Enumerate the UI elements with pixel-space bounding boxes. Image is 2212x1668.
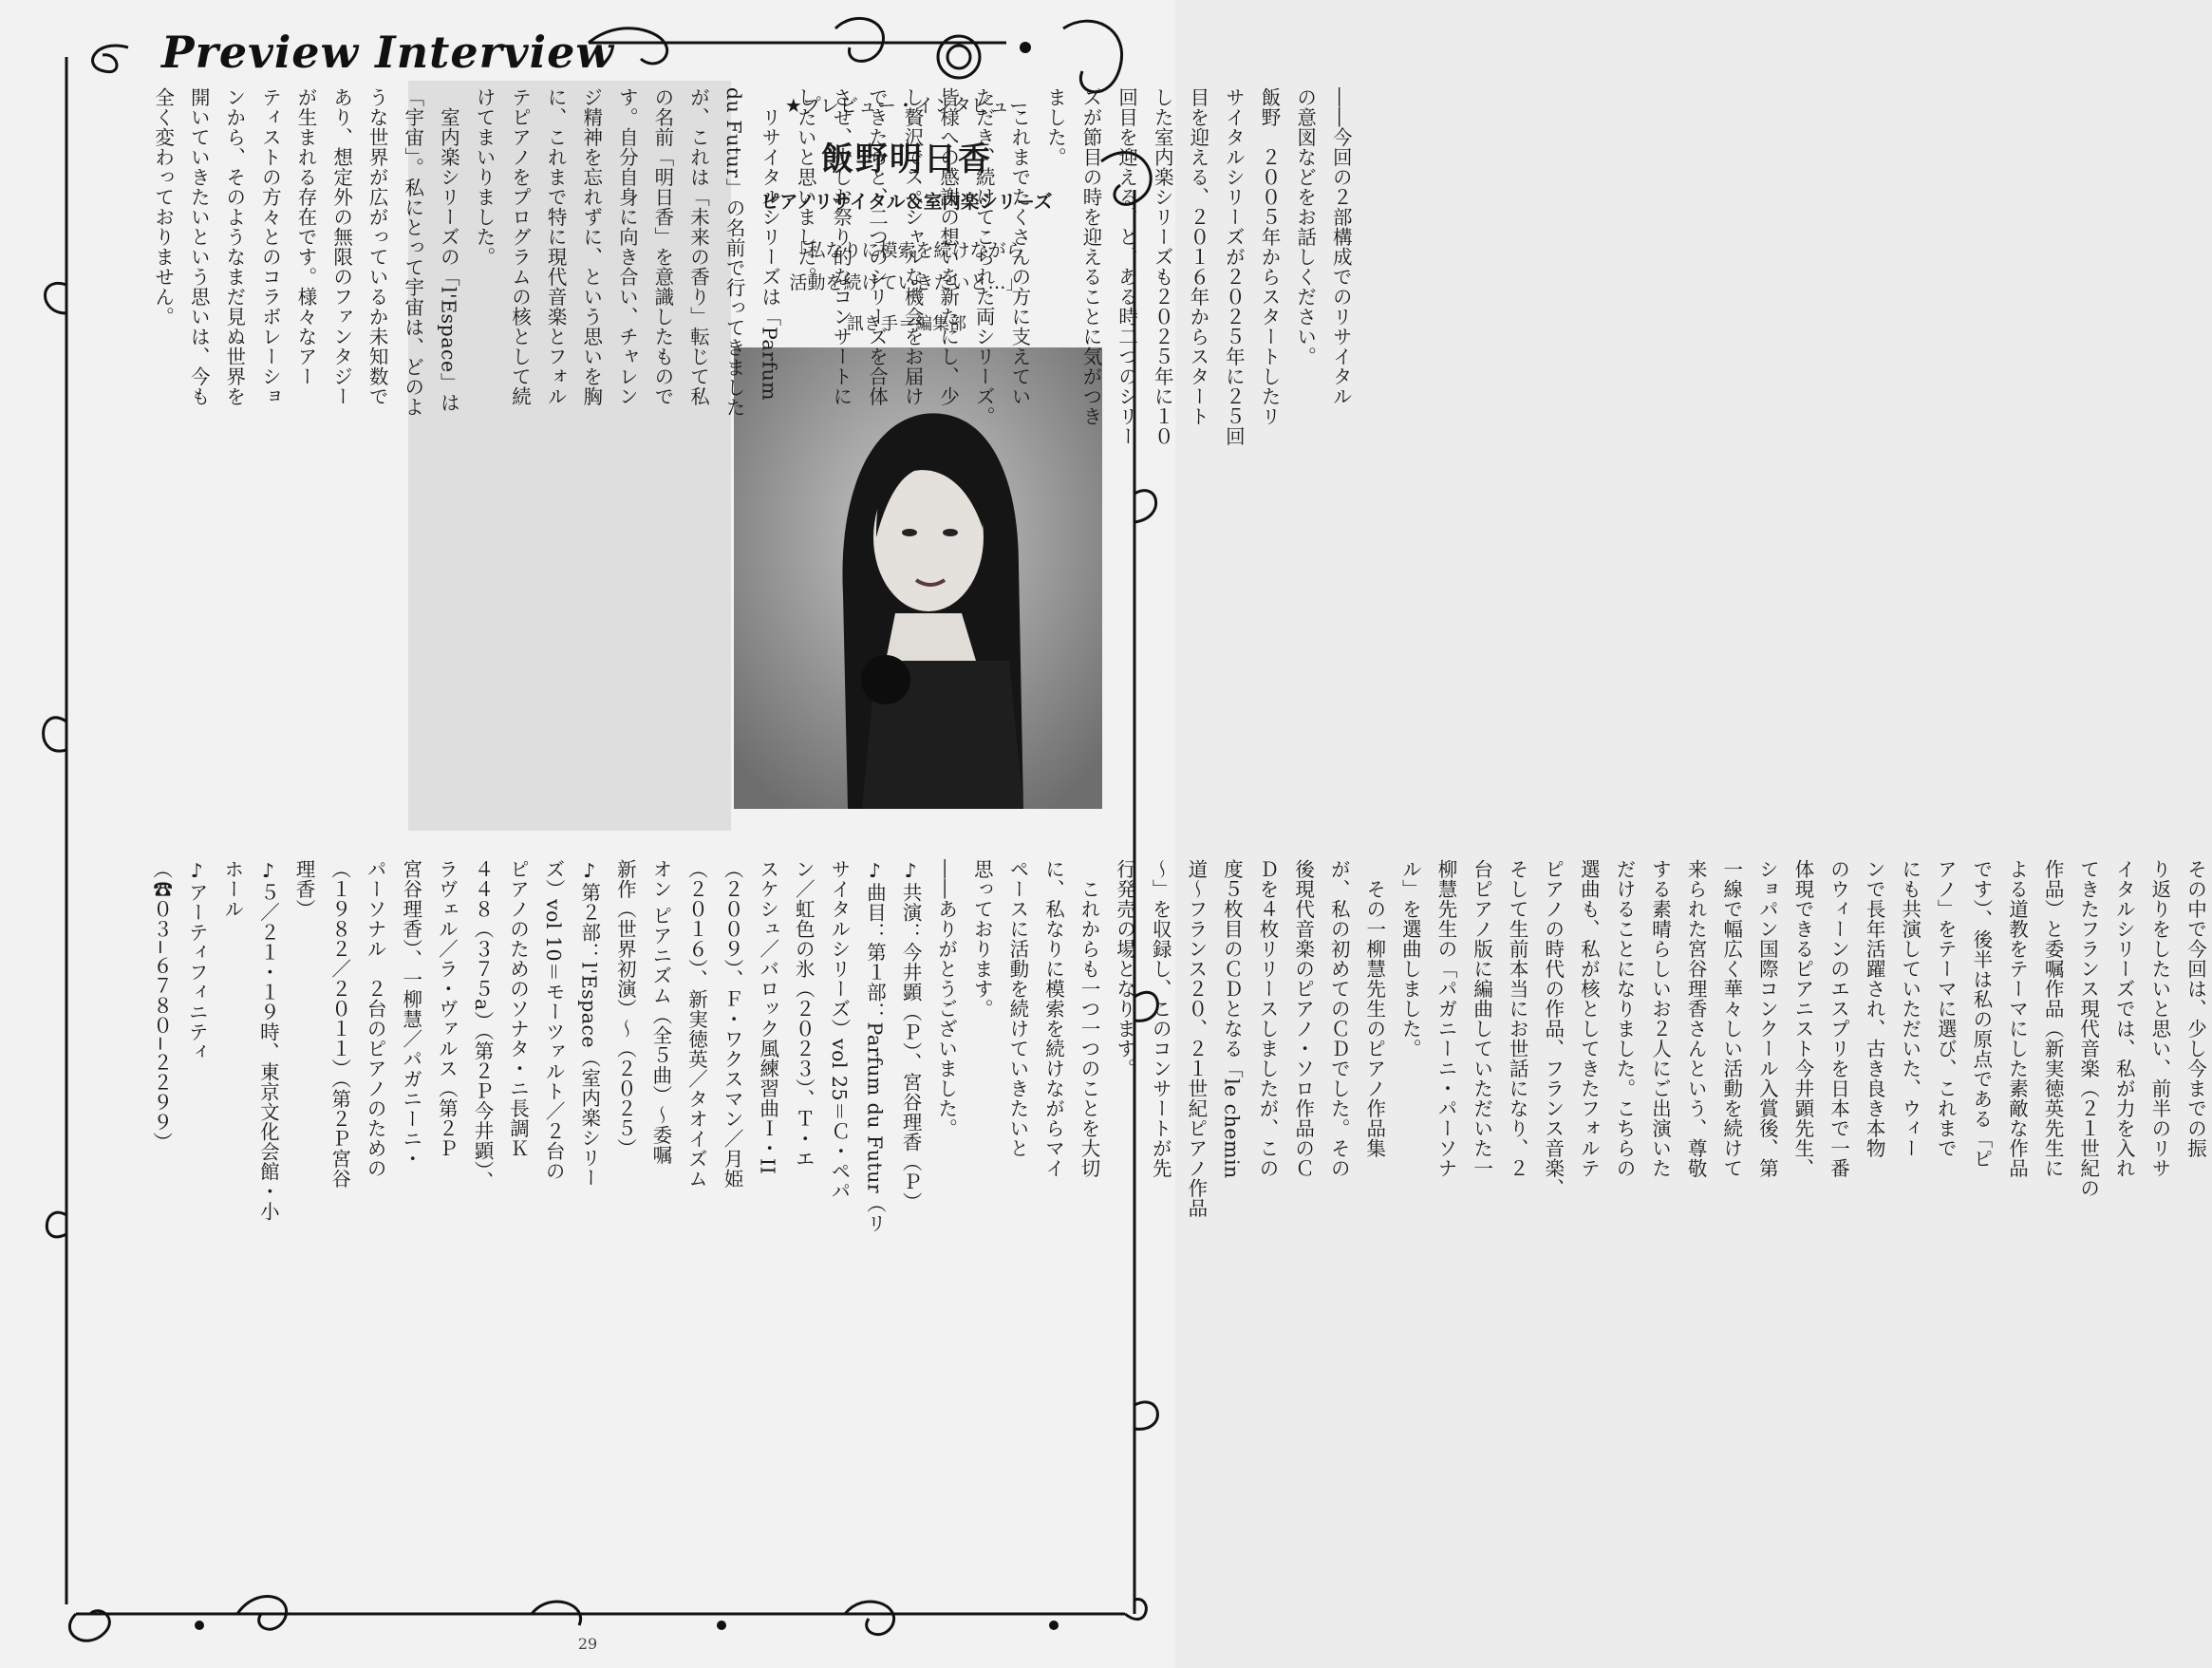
pull-quote-line-1: 「私なりに模索を続けながら [789,240,1024,261]
page-number: 29 [577,1635,598,1653]
interviewer-credit: 訊き手＝編集部 [847,314,966,334]
article-column-bottom: その中で今回は、少し今までの振 り返りをしたいと思い、前半のリサ イタルシリーズでは、私が力を入れ てきたフランス現代音楽（２１世紀の 作品）と委嘱作品（新実徳英先生に よる道教をテーマにした素敵な作品 です）、後半は私の原点である「ピ アノ」をテーマに選び、これまで にも共演していただいた、ウィー ンで長年活躍され、古き良き本物 のウィーンのエスプリを日本で一番 体現できるピアニスト今井顕先生、 ショパン国際コンクール入賞後、第 一線で幅広く華々しい活動を続けて 来られた宮谷理香さんという、尊敬 する素晴らしいお２人にご出演いた だけることになりました。こちらの 選曲も、私が核としてきたフォルテ ピアノの時代の作品、フランス音楽、 そして生前本当にお世話になり、２ 台ピアノ版に編曲していただいた一 柳慧先生の「パガニーニ・パーソナ ル」を選曲しました。 その一柳慧先生のピアノ作品集 が、私の初めてのＣＤでした。その 後現代音楽のピアノ・ソロ作品のＣ Ｄを４枚リリースしましたが、この 度５枚目のＣＤとなる「le chemin 道〜フランス２０、２１世紀ピアノ作品 〜」を収録し、このコンサートが先 行発売の場となります。 これからも一つ一つのことを大切 に、私なりに模索を続けながらマイ ペースに活動を続けていきたいと 思っております。 ――ありがとうございました。 ♪共演：今井顕（Ｐ）、宮谷理香（Ｐ） ♪曲目：第１部：Parfum du Futur（リ サイタルシリーズ）vol 25＝Ｃ・ペパ ン／虹色の氷（２０２３）、Ｔ・エ スケシュ／バロック風練習曲Ｉ・II （２００９）、Ｆ・ワクスマン／月姫 （２０１６）、新実徳英／タオイズム オン ピアニズム（全５曲）〜委嘱 新作（世界初演）〜（２０２５） ♪第２部：l'Espace（室内楽シリー ズ）vol 10＝モーツァルト／２台の ピアノのためのソナタ・ニ長調Ｋ ４４８（３７５a）（第２Ｐ今井顕）、 ラヴェル／ラ・ヴァルス（第２Ｐ 宮谷理香）、一柳慧／パガニーニ・ パーソナル ２台のピアノのための （１９８２／２０１１）（第２Ｐ宮谷 理香） ♪５／２１・１９時、東京文化会館・小 ホール ♪アーティフィニティ （☎０３−６７８０−２２９９） [149,859,2207,1234]
artist-name: 飯野明日香 [821,141,992,178]
kicker: ★プレビュー・インタビュー [784,94,1029,117]
article-column-top: ――今回の２部構成でのリサイタル の意図などをお話しください。 飯野 ２００５年からスタートしたリ サイタルシリーズが２０２５年に２５回 目を迎える、２０１６年からスタート した室内楽シリーズも２０２５年に１０ 回目を迎える、と、ある時二つのシリー ズが節目の時を迎えることに気がつき ました。 これまでたくさんの方に支えてい ただき、続けてこられた両シリーズ。 皆様への感謝の想いを新たにし、少 し贅沢でスペシャルな機会をお届け できたらと、二つのシリーズを合体 させ、少しお祭り的なコンサートに したいと思いました。 リサイタルシリーズは「Parfum du Futur」の名前で行ってきました が、これは「未来の香り」転じて私 の名前「明日香」を意識したもので す。自分自身に向き合い、チャレン ジ精神を忘れずに、という思いを胸 に、これまで特に現代音楽とフォル テピアノをプログラムの核として続 けてまいりました。 室内楽シリーズの「l'Espace」は 「宇宙」。私にとって宇宙は、どのよ うな世界が広がっているか未知数で あり、想定外の無限のファンタジー が生まれる存在です。様々なアー ティストの方々とのコラボレーショ ンから、そのようなまだ見ぬ世界を 開いていきたいという思いは、今も 全く変わっておりません。 [151,87,1353,446]
pull-quote-line-2: 活動を続けていきたいと…」 [789,272,1024,293]
page-heading: Preview Interview [161,27,614,78]
series-subtitle: ピアノリサイタル＆室内楽シリーズ [760,191,1053,213]
